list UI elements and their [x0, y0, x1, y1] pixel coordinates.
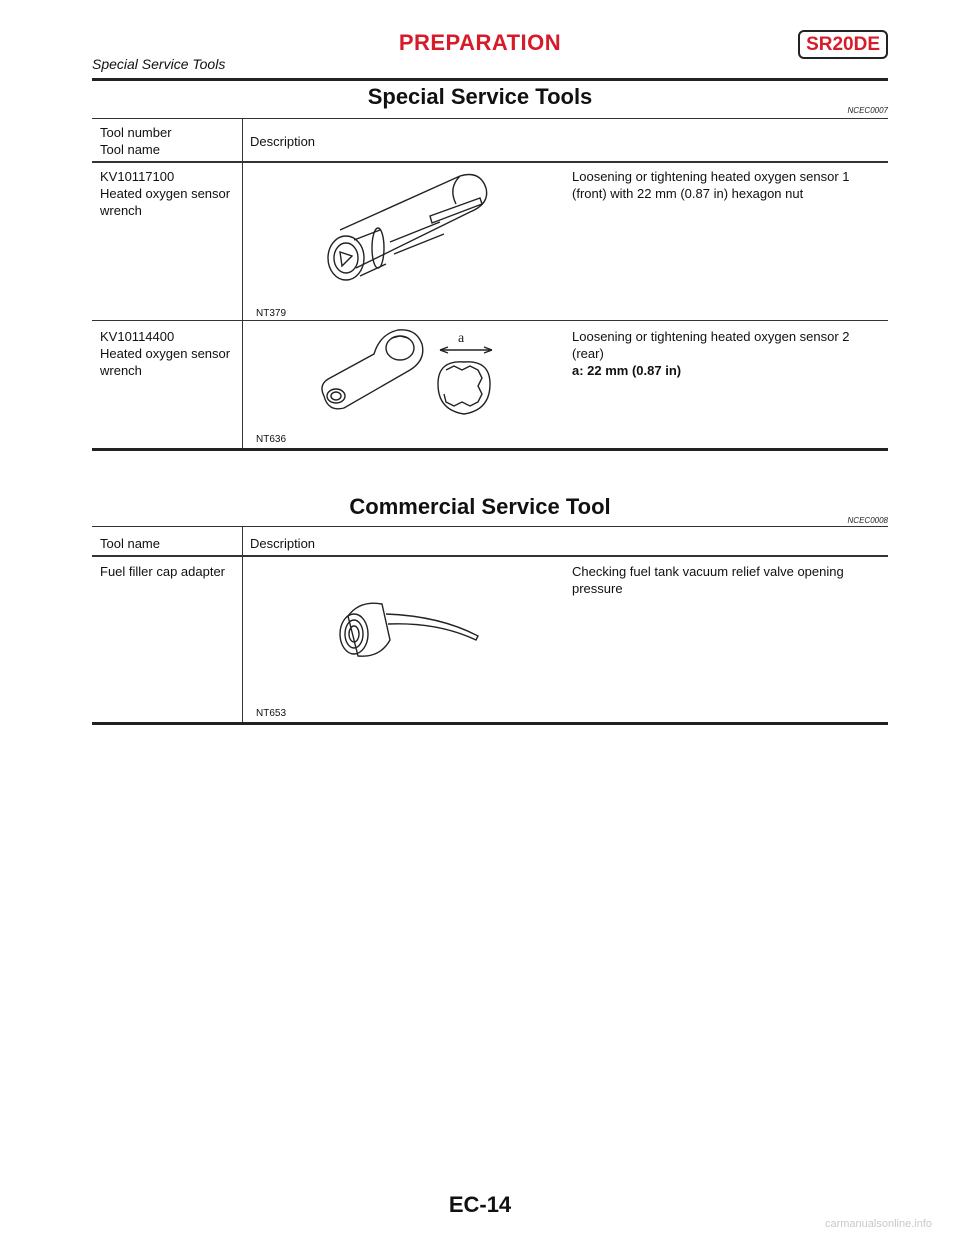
table-bottom-rule — [92, 722, 888, 725]
tool-name-cont: wrench — [100, 203, 142, 218]
header-rule — [92, 161, 888, 163]
tool-dimension: a: 22 mm (0.87 in) — [572, 363, 682, 378]
tool-name: Heated oxygen sensor — [100, 186, 231, 201]
figure-code: NT379 — [256, 308, 287, 319]
col-header-description: Description — [250, 536, 316, 551]
page-number: EC-14 — [448, 1192, 512, 1217]
commercial-tool-code: NCEC0008 — [847, 516, 888, 525]
tool-name: Heated oxygen sensor — [100, 346, 231, 361]
special-tools-code: NCEC0007 — [847, 106, 888, 115]
model-badge: SR20DE — [798, 30, 888, 59]
column-divider — [242, 118, 243, 450]
tool-name: Fuel filler cap adapter — [100, 564, 226, 579]
commercial-tool-table — [92, 526, 888, 726]
table-bottom-rule — [92, 448, 888, 451]
tool-description: Loosening or tightening heated oxygen sensor 1 — [572, 169, 850, 184]
section-heading: PREPARATION — [398, 30, 562, 55]
cap-adapter-illustration — [330, 596, 490, 676]
flare-nut-wrench-illustration — [314, 326, 504, 432]
section-subtitle: Special Service Tools — [92, 56, 226, 72]
table-top-rule — [92, 526, 888, 527]
header-rule — [92, 555, 888, 557]
tool-description: Loosening or tightening heated oxygen sensor 2 — [572, 329, 850, 344]
col-header-tool-number: Tool number — [100, 125, 172, 140]
tool-number: KV10114400 — [100, 329, 175, 344]
tool-description-cont: (rear) — [572, 346, 604, 361]
tool-number: KV10117100 — [100, 169, 175, 184]
tool-description-cont: (front) with 22 mm (0.87 in) hexagon nut — [572, 186, 804, 201]
special-tools-table — [92, 118, 888, 452]
col-header-tool-name: Tool name — [100, 142, 160, 157]
figure-code: NT653 — [256, 708, 287, 719]
socket-wrench-illustration — [320, 168, 510, 298]
watermark: carmanualsonline.info — [824, 1218, 932, 1230]
table-top-rule — [92, 118, 888, 119]
row-rule — [92, 320, 888, 321]
tool-description: Checking fuel tank vacuum relief valve opening — [572, 564, 844, 579]
tool-description-cont: pressure — [572, 581, 623, 596]
commercial-tool-title: Commercial Service Tool — [349, 494, 611, 519]
col-header-tool-name: Tool name — [100, 536, 160, 551]
figure-dimension-label: a — [458, 331, 465, 346]
col-header-description: Description — [250, 134, 316, 149]
tool-name-cont: wrench — [100, 363, 142, 378]
header-rule — [92, 78, 888, 81]
figure-code: NT636 — [256, 434, 287, 445]
special-tools-title: Special Service Tools — [367, 84, 593, 109]
